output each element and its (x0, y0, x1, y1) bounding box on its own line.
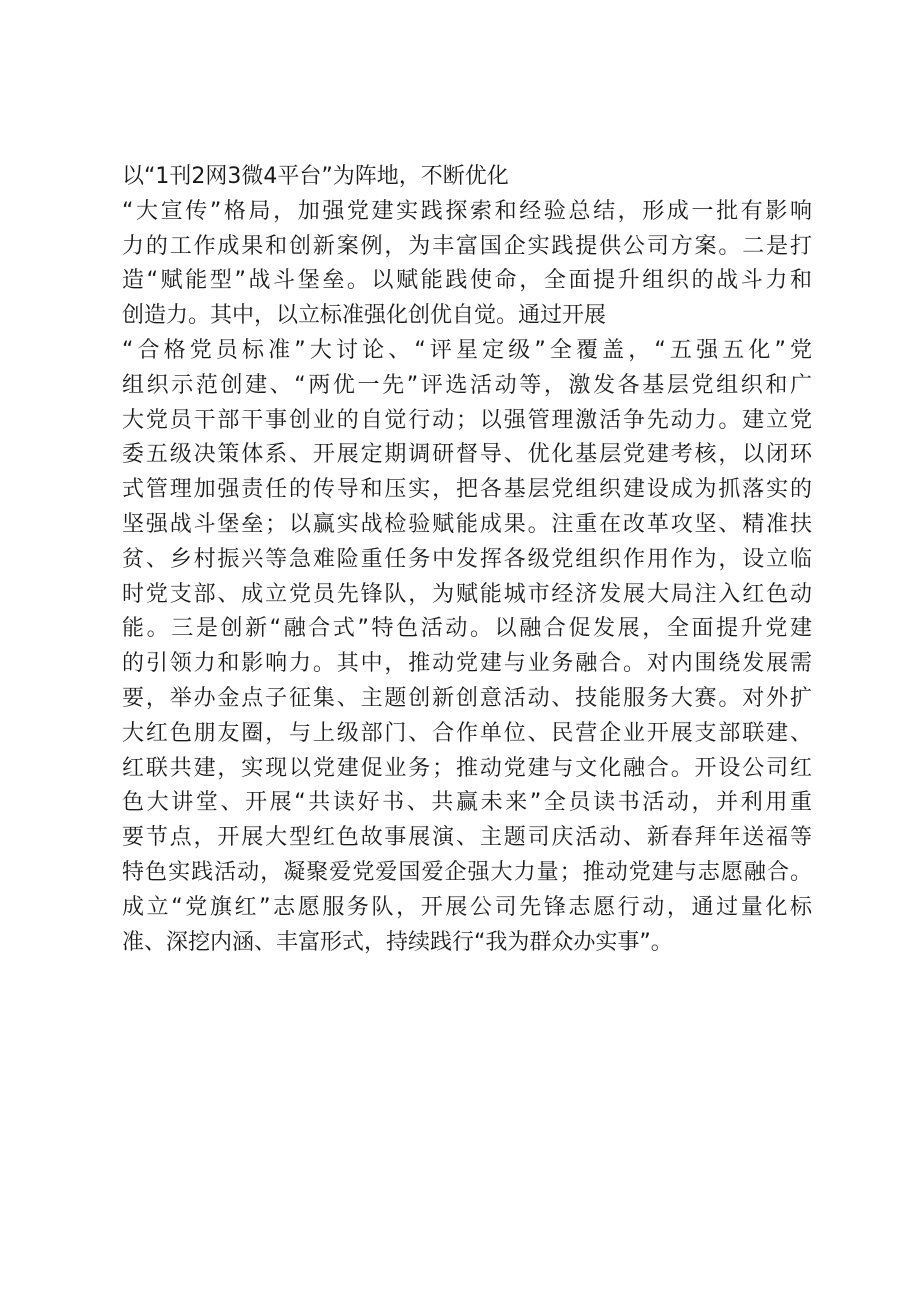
text-line: 式管理加强责任的传导和压实，把各基层党组织建设成为抓落实的 (122, 477, 812, 503)
text-line: 大红色朋友圈，与上级部门、合作单位、民营企业开展支部联建、 (122, 720, 812, 746)
text-line: 大党员干部干事创业的自觉行动；以强管理激活争先动力。建立党 (122, 407, 812, 433)
text-line: 的引领力和影响力。其中，推动党建与业务融合。对内围绕发展需 (122, 651, 812, 677)
text-line: 时党支部、成立党员先锋队，为赋能城市经济发展大局注入红色动 (122, 581, 812, 607)
text-line: 特色实践活动，凝聚爱党爱国爱企强大力量；推动党建与志愿融合。 (122, 859, 812, 885)
text-line: 造“赋能型”战斗堡垒。以赋能践使命，全面提升组织的战斗力和 (122, 268, 812, 294)
text-line: 成立“党旗红”志愿服务队，开展公司先锋志愿行动，通过量化标 (122, 894, 812, 920)
text-line: 力的工作成果和创新案例，为丰富国企实践提供公司方案。二是打 (122, 233, 812, 259)
text-line: 红联共建，实现以党建促业务；推动党建与文化融合。开设公司红 (122, 755, 812, 781)
text-line: 贫、乡村振兴等急难险重任务中发挥各级党组织作用作为，设立临 (122, 546, 812, 572)
text-line: 坚强战斗堡垒；以赢实战检验赋能成果。注重在改革攻坚、精准扶 (122, 511, 812, 537)
text-line: 能。三是创新“融合式”特色活动。以融合促发展，全面提升党建 (122, 616, 812, 642)
text-line: 色大讲堂、开展“共读好书、共赢未来”全员读书活动，并利用重 (122, 790, 812, 816)
text-line: 创造力。其中，以立标准强化创优自觉。通过开展 (122, 303, 607, 329)
text-line: “合格党员标准”大讨论、“评星定级”全覆盖，“五强五化”党 (122, 337, 812, 363)
text-line: 委五级决策体系、开展定期调研督导、优化基层党建考核，以闭环 (122, 442, 812, 468)
text-line: 准、深挖内涵、丰富形式，持续践行“我为群众办实事”。 (122, 929, 673, 955)
body-text (122, 160, 812, 960)
text-line: 要节点，开展大型红色故事展演、主题司庆活动、新春拜年送福等 (122, 825, 812, 851)
text-line: 要，举办金点子征集、主题创新创意活动、技能服务大赛。对外扩 (122, 685, 812, 711)
text-line: 以“1刊2网3微4平台”为阵地，不断优化 (122, 164, 509, 189)
text-line: 组织示范创建、“两优一先”评选活动等，激发各基层党组织和广 (122, 372, 812, 398)
text-line: “大宣传”格局，加强党建实践探索和经验总结，形成一批有影响 (122, 198, 812, 224)
